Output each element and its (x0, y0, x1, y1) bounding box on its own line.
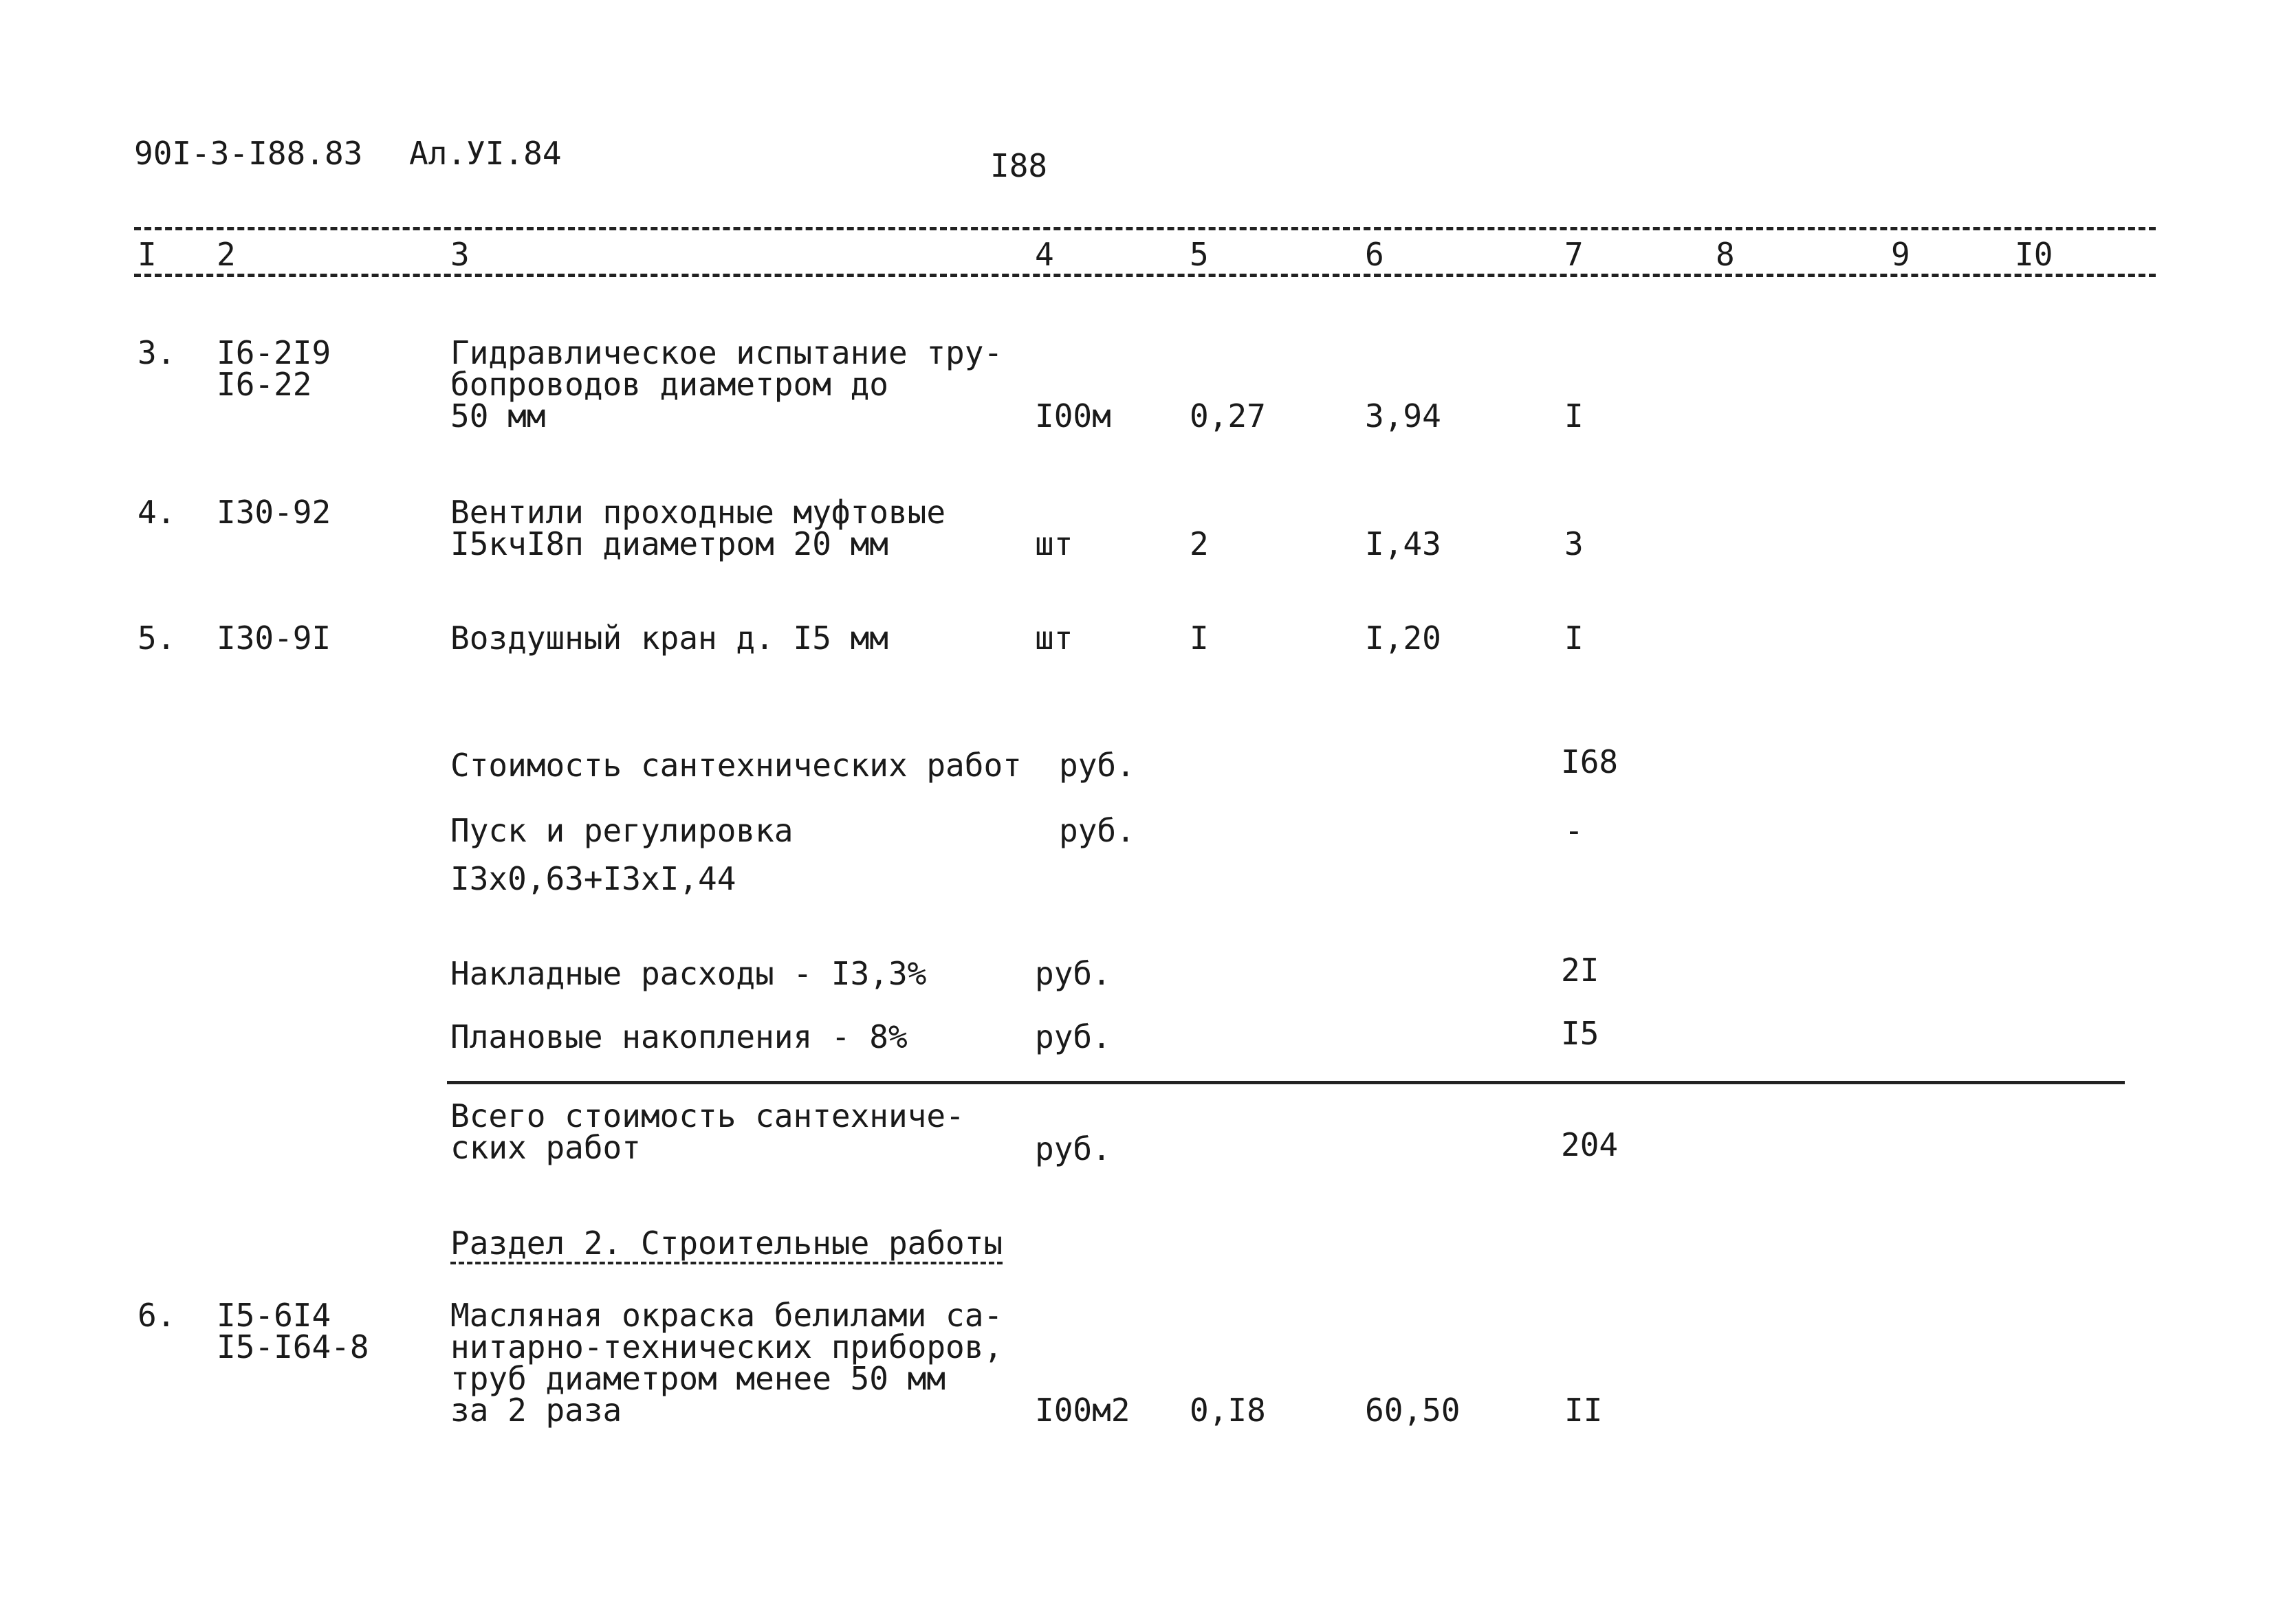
total-rule (447, 1081, 2125, 1084)
row-price: I,43 (1365, 525, 1441, 562)
row-quantity: 0,I8 (1190, 1392, 1266, 1429)
page-number: I88 (990, 147, 1048, 184)
row-number: 5. (138, 619, 176, 657)
summary-unit: руб. (1059, 747, 1135, 784)
column-header-7: 7 (1564, 236, 1584, 273)
summary-label: Плановые накопления - 8% (450, 1018, 908, 1055)
row-unit: I00м (1035, 397, 1111, 435)
row-unit: I00м2 (1035, 1392, 1130, 1429)
column-header-1: I (138, 236, 157, 273)
row-price: I,20 (1365, 619, 1441, 657)
column-header-4: 4 (1035, 236, 1054, 273)
row-quantity: 0,27 (1190, 397, 1266, 435)
row-description: Гидравлическое испытание тру- бопроводов диаметром до 50 мм (450, 334, 1003, 435)
header-bottom-rule (134, 274, 2156, 277)
column-header-5: 5 (1190, 236, 1209, 273)
row-code: I6-2I9 I6-22 (217, 334, 331, 403)
row-unit: шт (1035, 525, 1073, 562)
summary-value: I68 (1561, 743, 1619, 780)
summary-unit: руб. (1035, 955, 1111, 992)
row-code: I30-9I (217, 619, 331, 657)
summary-label: Пуск и регулировка (450, 812, 794, 849)
column-header-9: 9 (1891, 236, 1910, 273)
column-header-8: 8 (1716, 236, 1735, 273)
row-number: 6. (138, 1297, 176, 1334)
summary-label: Накладные расходы - I3,3% (450, 955, 927, 992)
row-description: Масляная окраска белилами са- нитарно-технических приборов, труб диаметром менее 50 мм за 2 раза (450, 1297, 1003, 1429)
row-price: 3,94 (1365, 397, 1441, 435)
row-price: 60,50 (1365, 1392, 1461, 1429)
row-code: I30-92 (217, 494, 331, 531)
column-header-10: I0 (2015, 236, 2053, 273)
total-value: 204 (1561, 1126, 1619, 1163)
row-total: I (1564, 397, 1584, 435)
summary-formula: I3x0,63+I3xI,44 (450, 860, 736, 897)
row-total: I (1564, 619, 1584, 657)
row-description: Вентили проходные муфтовые I5кчI8п диаметром 20 мм (450, 494, 946, 562)
row-total: 3 (1564, 525, 1584, 562)
row-number: 3. (138, 334, 176, 371)
summary-value: - (1564, 812, 1584, 849)
row-description: Воздушный кран д. I5 мм (450, 619, 888, 657)
document-code: 90I-3-I88.83 (134, 135, 363, 172)
column-header-2: 2 (217, 236, 236, 273)
column-header-6: 6 (1365, 236, 1384, 273)
summary-value: I5 (1561, 1015, 1599, 1052)
row-quantity: 2 (1190, 525, 1209, 562)
sheet-number: Ал.УI.84 (409, 135, 562, 172)
row-code: I5-6I4 I5-I64-8 (217, 1297, 369, 1365)
row-number: 4. (138, 494, 176, 531)
header-top-rule (134, 227, 2156, 230)
column-header-3: 3 (450, 236, 470, 273)
row-unit: шт (1035, 619, 1073, 657)
summary-value: 2I (1561, 952, 1599, 989)
total-unit: руб. (1035, 1130, 1111, 1167)
summary-unit: руб. (1059, 812, 1135, 849)
total-label: Всего стоимость сантехниче- ских работ (450, 1097, 965, 1166)
row-quantity: I (1190, 619, 1209, 657)
section-title: Раздел 2. Строительные работы (450, 1227, 1003, 1264)
row-total: II (1564, 1392, 1603, 1429)
summary-unit: руб. (1035, 1018, 1111, 1055)
summary-label: Стоимость сантехнических работ (450, 747, 1022, 784)
